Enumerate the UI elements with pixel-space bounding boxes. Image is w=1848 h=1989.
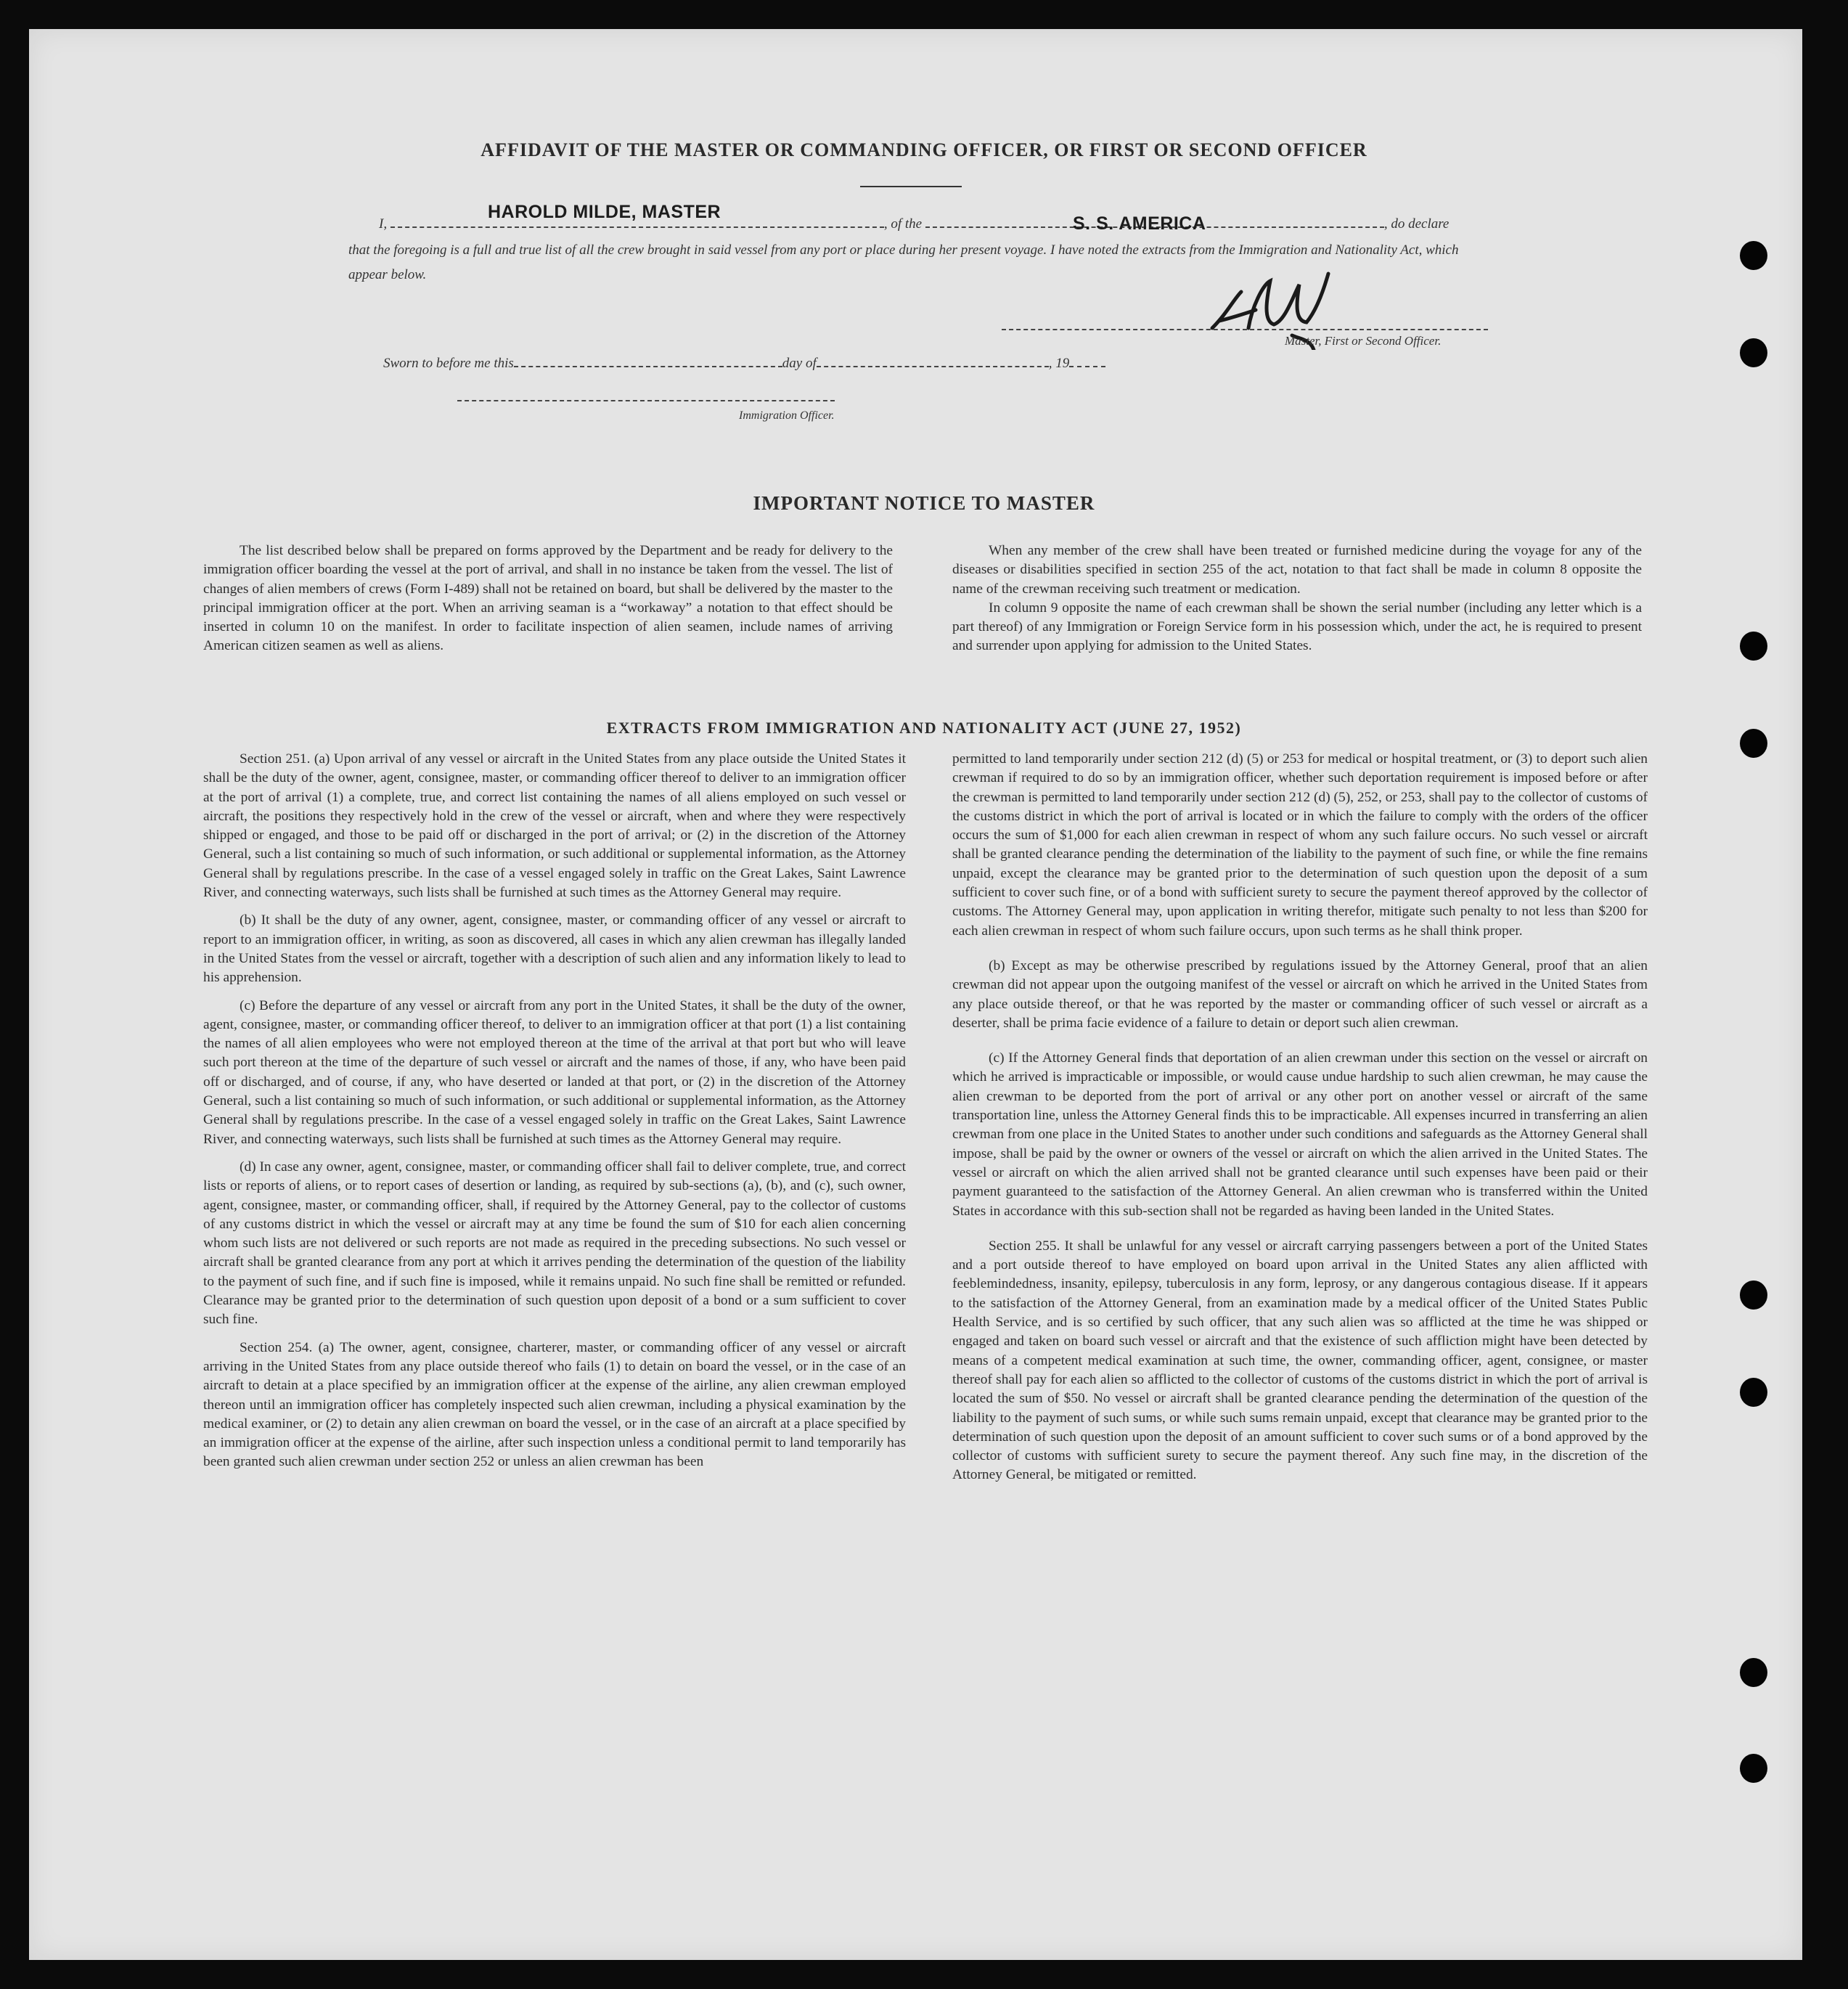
officer-caption: Immigration Officer. bbox=[739, 409, 835, 422]
extract-paragraph: (c) Before the departure of any vessel or aircraft from any port in the United States, it shall be the duty of the owner, agent, consignee, master, or commanding officer thereof, to deliver to an immigration officer at that port (1) a list containing the names of all alien employees who were not employed thereon at the time of the arrival at that port but who will leave such port thereon at the time of the departure of such vessel or aircraft and the names of those, if any, who have been paid off or discharged, and of course, if any, who have deserted or landed at that port, or (2) in the discretion of the Attorney General, such a list containing so much of such information, or such additional or supplemental information, as the Attorney General shall by regulations prescribe. In the case of a vessel engaged solely in traffic on the Great Lakes, Saint Lawrence River, and connecting waterways, such lists shall be furnished at such times as the Attorney General may require. bbox=[203, 997, 906, 1147]
binder-hole bbox=[1740, 1658, 1767, 1687]
notice-left-column bbox=[203, 542, 893, 665]
signature-caption: Master, First or Second Officer. bbox=[1285, 334, 1442, 348]
extract-paragraph: (c) If the Attorney General finds that deportation of an alien crewman under this section on the vessel or aircraft on which he arrived is impracticable or impossible, or would cause undue hardship to such alien crewman, he may cause the alien crewman to be deported from the port of arrival or any other port on another vessel or aircraft of the same transportation line, unless the Attorney General finds this to be impracticable. All expenses incurred in transferring an alien crewman from one place in the United States to another under such conditions and safeguards as the Attorney General shall impose, shall be paid by the owner or owners of the vessel or aircraft on which the alien arrived in the United States. The vessel or aircraft on which the alien arrived shall not be granted clearance until such expenses have been paid or their payment guaranteed to the satisfaction of the Attorney General. An alien crewman who is transferred within the United States in accordance with this sub-section shall not be regarded as having been landed in the United States. bbox=[952, 1050, 1648, 1219]
extract-paragraph: permitted to land temporarily under section 212 (d) (5) or 253 for medical or hospital treatment, or (3) to deport such alien crewman if required to do so by an immigration officer, whether such deportation requirement is imposed before or after the crewman is permitted to land temporarily under section 212 (d) (5), 252, or 253, shall pay to the collector of customs of the customs district in which the port of arrival is located or in which the failure to comply with the orders of the officer occurs the sum of $1,000 for each alien crewman in respect of whom any such failure occurs. No such vessel or aircraft shall be granted clearance pending the determination of the liability to the payment of such fine, or while the fine remains unpaid, except the clearance may be granted prior to the determination of such question upon the deposit of a sum sufficient to cover such fine, or of a bond with sufficient surety to secure the payment thereof approved by the collector of customs. The Attorney General may, upon application in writing therefor, mitigate such penalty to not less than $200 for each alien crewman in respect of whom such failure occurs, upon such terms as he shall think proper. bbox=[952, 751, 1648, 939]
of-the-label: , of the bbox=[883, 216, 923, 232]
affidavit-statement: that the foregoing is a full and true list of all the crew brought in said vessel from any port or place during her present voyage. I have noted the extracts from the Immigration and Nationality Act, which appear below. bbox=[348, 242, 1459, 282]
day-of-label: day of bbox=[782, 356, 817, 371]
year-blank bbox=[1069, 366, 1105, 367]
officer-blank bbox=[457, 400, 835, 401]
extract-paragraph: Section 254. (a) The owner, agent, consignee, charterer, master, or commanding officer of any vessel or aircraft arriving in the United States from any place outside thereof who fails (1) to detain on board the vessel, or in the case of an aircraft to detain at a place specified by an immigration officer at the expense of the airline, any alien crewman employed thereon until an immigration officer has completely inspected such alien crewman, including a physical examination by the medical examiner, or (2) to detain any alien crewman on board the vessel, or in the case of an aircraft at a place specified by an immigration officer at the expense of the airline, after such inspection unless a conditional permit to land temporarily has been granted such alien crewman under section 252 or unless an alien crewman has been bbox=[203, 1339, 906, 1470]
year-label: , 19 bbox=[1048, 356, 1070, 371]
notice-right-column bbox=[952, 542, 1642, 665]
master-name-entry: HAROLD MILDE, MASTER bbox=[488, 202, 721, 222]
binder-hole bbox=[1740, 1378, 1767, 1407]
month-blank bbox=[817, 366, 1049, 367]
extract-paragraph: (b) Except as may be otherwise prescribed by regulations issued by the Attorney General, proof that an alien crewman did not appear upon the outgoing manifest of the vessel or aircraft on which he arrived in the United States from any place outside thereof, or that he was reported by the master or commanding officer of such vessel or aircraft as a deserter, shall be prima facie evidence of a failure to detain or deport such alien crewman. bbox=[952, 957, 1648, 1031]
extract-paragraph: Section 255. It shall be unlawful for any vessel or aircraft carrying passengers between a port of the United States and a port outside thereof to have employed on board upon arrival in the United States any alien afflicted with feeblemindedness, insanity, epilepsy, tuberculosis in any form, leprosy, or any dangerous contagious disease. If it appears to the satisfaction of the Attorney General, from an examination made by a medical officer of the United States Public Health Service, and is so certified by such officer, that any such alien was so afflicted at the time he was shipped or engaged and taken on board such vessel or aircraft and that the existence of such affliction might have been detected by means of a competent medical examination at such time, the owner, commanding officer, agent, consignee, or master thereof shall pay for each alien so afflicted to the collector of customs of the customs district in which the port of arrival is located the sum of $50. No vessel or aircraft shall be granted clearance pending the determination of the question of the liability to the payment of such sums, or while such sums remain unpaid, except that clearance may be granted prior to the determination of such question upon the deposit of an amount sufficient to cover such sums or of a bond approved by the collector of customs with sufficient surety to secure the payment thereof. Any such fine may, in the discretion of the Attorney General, be mitigated or remitted. bbox=[952, 1238, 1648, 1483]
vessel-name-entry: S. S. AMERICA bbox=[1073, 213, 1206, 234]
notice-left-paragraph: The list described below shall be prepared on forms approved by the Department and be ready for delivery to the immigration officer boarding the vessel at the port of arrival, and shall in no instance be taken from the vessel. The list of changes of alien members of crews (Form I-489) shall not be retained on board, but shall be delivered by the master to the principal immigration officer at the port. When an arriving seaman is a “workaway” a notation to that effect should be inserted in column 10 on the manifest. In order to facilitate inspection of alien seamen, include names of arriving American citizen seamen as well as aliens. bbox=[203, 543, 893, 654]
notice-right-paragraph-1: When any member of the crew shall have been treated or furnished medicine during the voyage for any of the diseases or disabilities specified in section 255 of the act, notation to that fact shall be made in column 8 opposite the name of the crewman receiving such treatment or medication. bbox=[952, 543, 1642, 597]
binder-hole bbox=[1740, 632, 1767, 661]
sworn-line bbox=[383, 356, 1105, 372]
officer-line bbox=[457, 392, 835, 405]
extract-paragraph: (b) It shall be the duty of any owner, agent, consignee, master, or commanding officer of any vessel or aircraft to report to an immigration officer, in writing, as soon as discovered, all cases in which any alien crewman has illegally landed in the United States from the vessel or aircraft, together with a description of such alien and any information likely to lead to his apprehension. bbox=[203, 912, 906, 986]
day-blank bbox=[514, 366, 782, 367]
title-rule bbox=[860, 186, 962, 187]
sworn-label: Sworn to before me this bbox=[383, 356, 514, 371]
affidavit-title: AFFIDAVIT OF THE MASTER OR COMMANDING OFFICER, OR FIRST OR SECOND OFFICER bbox=[481, 139, 1367, 160]
extracts-left-column bbox=[203, 750, 906, 1481]
i-label: I, bbox=[379, 216, 388, 232]
binder-hole bbox=[1740, 338, 1767, 367]
binder-hole bbox=[1740, 241, 1767, 270]
notice-right-paragraph-2: In column 9 opposite the name of each crewman shall be shown the serial number (including any letter which is a part thereof) of any Immigration or Foreign Service form in his possession which, under the act, he is required to present and surrender upon applying for admission to the United States. bbox=[952, 600, 1642, 654]
notice-title: IMPORTANT NOTICE TO MASTER bbox=[753, 492, 1095, 514]
binder-hole bbox=[1740, 1281, 1767, 1310]
extracts-right-column bbox=[952, 750, 1648, 1494]
name-blank bbox=[391, 226, 884, 228]
binder-hole bbox=[1740, 1754, 1767, 1783]
extract-paragraph: Section 251. (a) Upon arrival of any vessel or aircraft in the United States from any place outside the United States it shall be the duty of the owner, agent, consignee, master, or commanding officer thereof to deliver to an immigration officer at the port of arrival (1) a complete, true, and correct list containing the names of all aliens employed on such vessel or aircraft, the positions they respectively hold in the crew of the vessel or aircraft, when and where they were respectively shipped or engaged, and those to be paid off or discharged in the port of arrival; or (2) in the discretion of the Attorney General, such a list containing so much of such information, or such additional or supplemental information, as the Attorney General shall by regulations prescribe. In the case of a vessel engaged solely in traffic on the Great Lakes, Saint Lawrence River, and connecting waterways, such lists shall be furnished at such times as the Attorney General may require. bbox=[203, 751, 906, 901]
extracts-title: EXTRACTS FROM IMMIGRATION AND NATIONALITY ACT (JUNE 27, 1952) bbox=[606, 719, 1242, 737]
extract-paragraph: (d) In case any owner, agent, consignee, master, or commanding officer shall fail to deliver complete, true, and correct lists or reports of aliens, or to report cases of desertion or landing, as required by sub-sections (a), (b), and (c), such owner, agent, consignee, master, or commanding officer, shall, if required by the Attorney General, pay to the collector of customs of any customs district in which the vessel or aircraft may at any time be found the sum of $10 for each alien concerning whom such lists are not delivered or such reports are not made as required in the preceding subsections. No such vessel or aircraft shall be granted clearance from any port at which it arrives pending the determination of the question of the liability to the payment of such fine, and if such fine is imposed, while it remains unpaid. No such fine shall be remitted or refunded. Clearance may be granted prior to the determination of such question upon deposit of a bond or a sum sufficient to cover such fine. bbox=[203, 1159, 906, 1328]
do-declare-label: , do declare bbox=[1383, 216, 1450, 232]
